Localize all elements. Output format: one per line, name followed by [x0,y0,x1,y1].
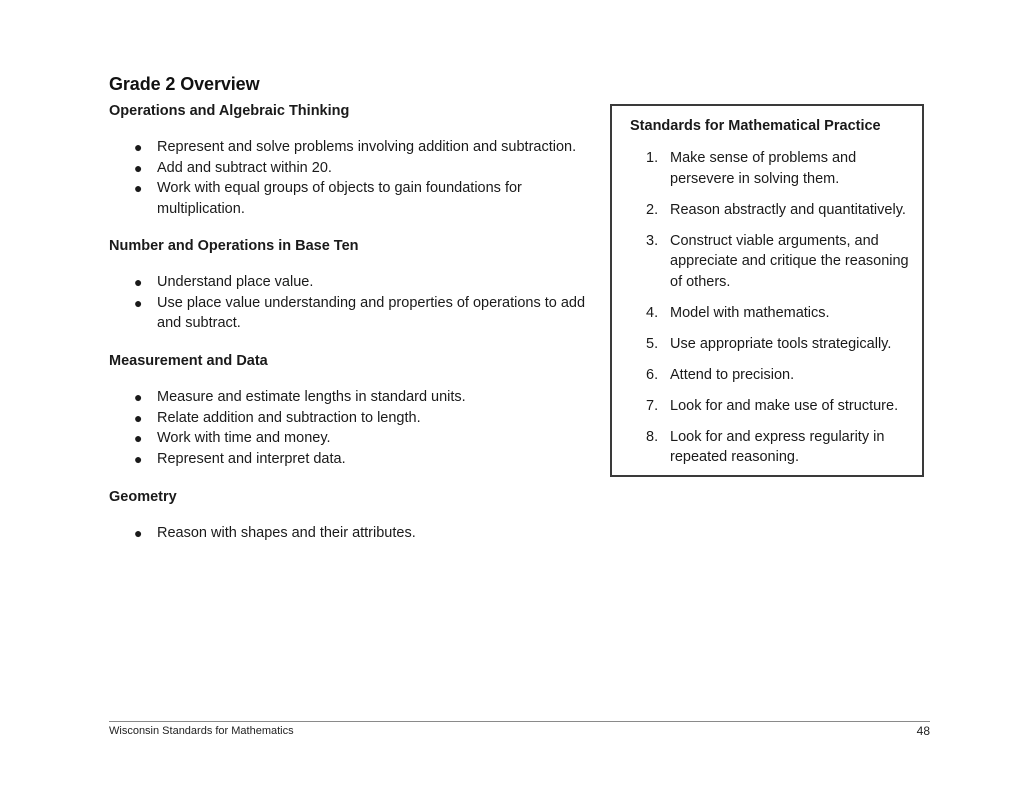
list-item: ● Reason with shapes and their attributes. [109,523,599,544]
section-heading: Number and Operations in Base Ten [109,238,359,254]
page-title: Grade 2 Overview [109,74,260,94]
bullet-icon: ● [134,294,143,311]
bullet-list [109,272,599,334]
section-number-operations-base-ten [109,236,599,334]
practice-box-title: Standards for Mathematical Practice [630,118,881,134]
list-item: ● Work with time and money. [109,428,599,449]
list-item: ● Represent and solve problems involving addition and subtraction. [109,137,599,158]
list-item: ● Represent and interpret data. [109,449,599,470]
list-item: ● Use place value understanding and properties of operations to add and subtract. [134,294,586,331]
list-item: ● Work with equal groups of objects to gain foundations for multiplication. [134,180,522,217]
list-item: 7. Look for and make use of structure. [646,397,899,414]
list-item: 6. Attend to precision. [646,366,795,383]
practice-list [612,148,922,478]
bullet-icon: ● [134,274,143,290]
list-item: ● Understand place value. [109,272,599,293]
section-heading: Geometry [109,489,177,505]
bullet-list [109,523,599,544]
bullet-list [109,137,599,219]
section-geometry [109,487,599,544]
list-item: ● Relate addition and subtraction to length. [109,408,599,429]
list-item: 5. Use appropriate tools strategically. [646,335,892,352]
section-heading: Measurement and Data [109,353,268,369]
bullet-list [109,387,599,469]
bullet-icon: ● [134,450,143,467]
list-item: 4. Model with mathematics. [646,304,830,321]
bullet-icon: ● [134,389,143,405]
list-item: 3. Construct viable arguments, and appreciate and critique the reasoning of others. [646,232,909,290]
page-number: 48 [916,724,930,738]
bullet-icon: ● [134,139,143,155]
list-item: 8. Look for and express regularity in repeated reasoning. [646,428,885,465]
footer-document-title: Wisconsin Standards for Mathematics [109,725,294,737]
list-item: 1. Make sense of problems and persevere in solving them. [646,150,857,187]
bullet-icon: ● [134,525,143,541]
list-item: ● Add and subtract within 20. [109,158,599,179]
bullet-icon: ● [134,409,143,426]
footer-divider [109,721,930,722]
section-measurement-data [109,351,599,469]
bullet-icon: ● [134,430,143,446]
bullet-icon: ● [134,180,143,196]
practice-standards-box [610,104,924,477]
section-heading: Operations and Algebraic Thinking [109,103,350,119]
list-item: 2. Reason abstractly and quantitatively. [646,201,906,218]
section-operations-algebraic-thinking [109,101,599,219]
list-item: ● Measure and estimate lengths in standard units. [109,387,599,408]
bullet-icon: ● [134,159,143,176]
